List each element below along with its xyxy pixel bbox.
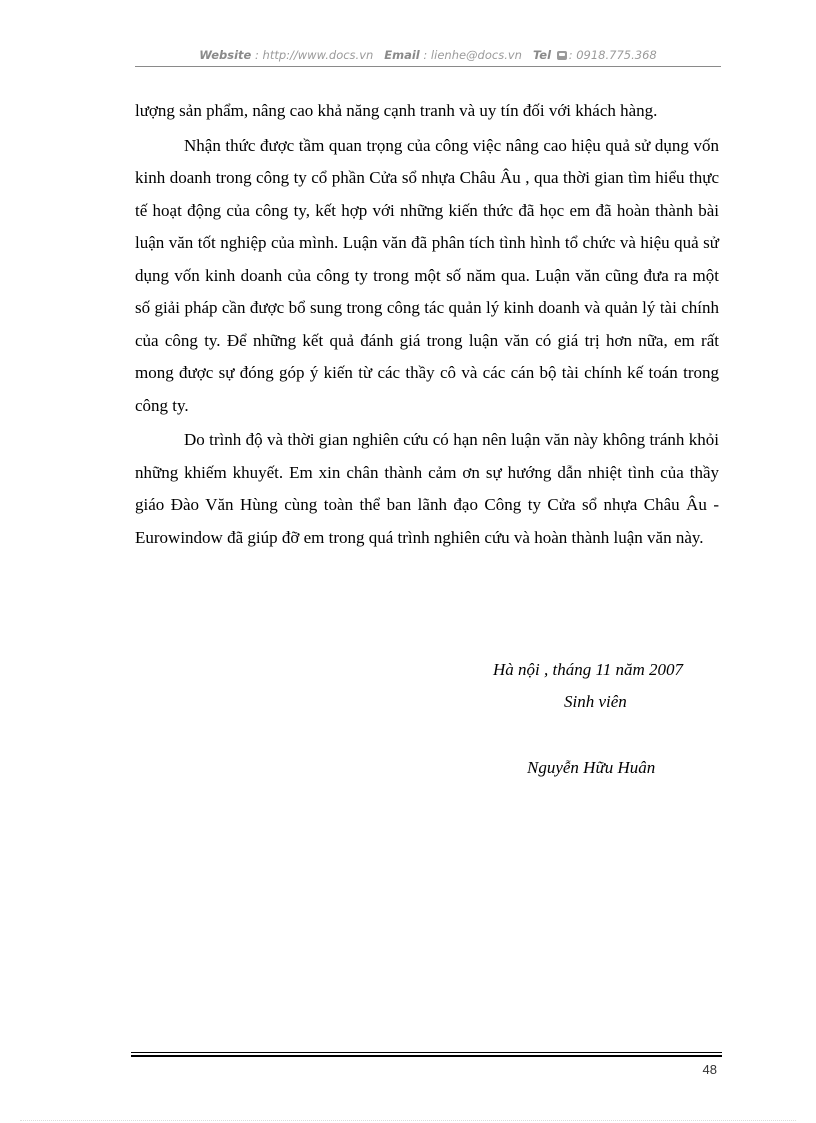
- page-bottom-border: [20, 1120, 796, 1121]
- paragraph-1: lượng sản phẩm, nâng cao khả năng cạnh tranh và uy tín đối với khách hàng.: [135, 101, 658, 120]
- paragraph-3: Do trình độ và thời gian nghiên cứu có hạn nên luận văn này không tránh khỏi những khiếm khuyết. Em xin chân thành cảm ơn sự hướng dẫn nhiệt tình của thầy giáo Đào Văn Hùng cùng toàn thể ban lãnh đạo Công ty Cửa sổ nhựa Châu Âu - Eurowindow đã giúp đỡ em trong quá trình nghiên cứu và hoàn thành luận văn này.: [135, 430, 719, 547]
- website-value: : http://www.docs.vn: [255, 48, 374, 62]
- signature-name: Nguyễn Hữu Huân: [527, 758, 656, 777]
- header-divider: [135, 66, 721, 67]
- signature-place-date: Hà nội , tháng 11 năm 2007: [493, 660, 683, 679]
- signature-role: Sinh viên: [564, 692, 627, 711]
- page-header: [135, 47, 721, 63]
- footer-divider-thick: [131, 1055, 722, 1057]
- tel-label: Tel: [532, 48, 552, 62]
- page-number: 48: [702, 1062, 717, 1077]
- website-label: Website: [199, 48, 252, 62]
- body-text: [135, 95, 719, 554]
- email-value: : lienhe@docs.vn: [423, 48, 522, 62]
- footer-divider-thin: [131, 1052, 722, 1053]
- email-label: Email: [384, 48, 420, 62]
- paragraph-2: Nhận thức được tầm quan trọng của công việc nâng cao hiệu quả sử dụng vốn kinh doanh trong công ty cổ phần Cửa sổ nhựa Châu Âu , qua thời gian tìm hiểu thực tế hoạt động của công ty, kết hợp với những kiến thức đã học em đã hoàn thành bài luận văn tốt nghiệp của mình. Luận văn đã phân tích tình hình tổ chức và hiệu quả sử dụng vốn kinh doanh của công ty trong một số năm qua. Luận văn cũng đưa ra một số giải pháp cần được bổ sung trong công tác quản lý kinh doanh và quản lý tài chính của công ty. Để những kết quả đánh giá trong luận văn có giá trị hơn nữa, em rất mong được sự đóng góp ý kiến từ các thầy cô và các cán bộ tài chính kế toán trong công ty.: [135, 135, 719, 415]
- phone-icon: [557, 51, 567, 60]
- tel-value: : 0918.775.368: [568, 48, 657, 62]
